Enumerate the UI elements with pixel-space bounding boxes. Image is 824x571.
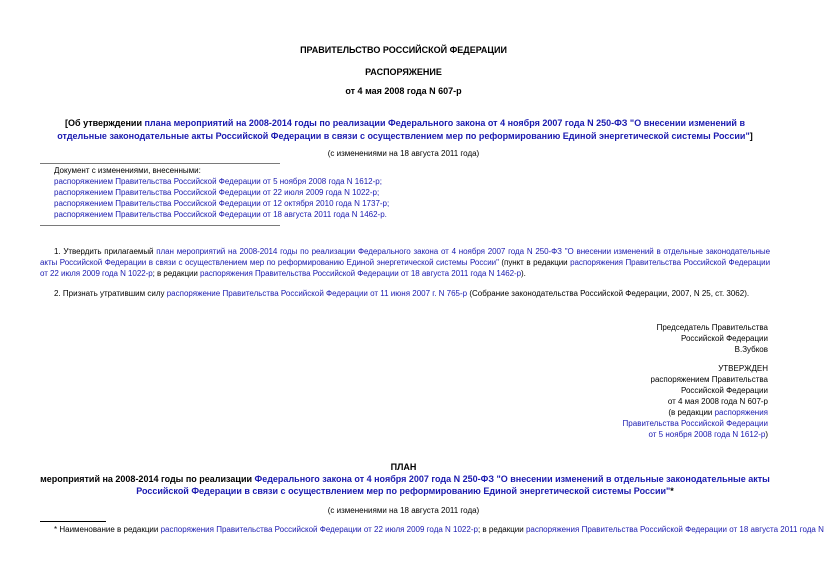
signature-block: [657, 322, 768, 355]
change-link-2[interactable]: распоряжением Правительства Российской Федерации от 22 июля 2009 года N 1022-р;: [54, 188, 380, 197]
para1-text-4: ).: [521, 269, 526, 278]
para1-edition-link-1[interactable]: распоряжения Правительства Российской Федерации от 22 июля 2009 года N 1022-р: [40, 258, 770, 278]
changes-bottom-rule: [40, 225, 280, 226]
change-link-4[interactable]: распоряжением Правительства Российской Федерации от 18 августа 2011 года N 1462-р.: [54, 210, 387, 219]
footnote-rule: [40, 521, 106, 522]
title-bracket-close: ]: [749, 131, 753, 141]
para2-text-1: 2. Признать утратившим силу: [54, 289, 167, 298]
paragraph-2: [54, 288, 770, 299]
change-link-1[interactable]: распоряжением Правительства Российской Федерации от 5 ноября 2008 года N 1612-р;: [54, 177, 382, 186]
changes-heading: Документ с изменениями, внесенными:: [54, 166, 201, 175]
footnote-link-2[interactable]: распоряжения Правительства Российской Федерации от 18 августа 2011 года N: [525, 525, 824, 534]
para1-plan-link[interactable]: план мероприятий на 2008-2014 годы по реализации Федерального закона от 4 ноября 2007 года N 250-ФЗ "О внесении изменений в отдельные законодательные акты Российской Федерации в связи с осуществлением мер по реформированию Единой энергетической системы России": [40, 247, 770, 267]
approved-line-4: [623, 407, 768, 418]
footnote-link-1[interactable]: распоряжения Правительства Российской Федерации от 22 июля 2009 года N 1022-р: [160, 525, 478, 534]
para1-text-1: 1. Утвердить прилагаемый: [54, 247, 157, 256]
document-date-number: от 4 мая 2008 года N 607-р: [345, 86, 462, 96]
approved-line-1: распоряжением Правительства: [650, 375, 768, 384]
approved-line-6: [623, 429, 768, 440]
signature-position-2: Российской Федерации: [681, 334, 768, 343]
document-type: РАСПОРЯЖЕНИЕ: [365, 67, 442, 77]
footnote: [40, 524, 824, 535]
approved-edition-text: (в редакции: [668, 408, 715, 417]
government-heading: ПРАВИТЕЛЬСТВО РОССИЙСКОЙ ФЕДЕРАЦИИ: [300, 45, 507, 55]
footnote-text-1: * Наименование в редакции: [54, 525, 161, 534]
approved-line-2: Российской Федерации: [681, 386, 768, 395]
approved-block: [623, 363, 768, 440]
amendment-note: (с изменениями на 18 августа 2011 года): [327, 149, 480, 158]
para1-text-3: ; в редакции: [152, 269, 200, 278]
plan-law-link[interactable]: Федерального закона от 4 ноября 2007 года N 250-ФЗ "О внесении изменений в отдельные законодательные акты Российской Федерации в связи с осуществлением мер по реформированию Единой энергетической системы России": [136, 474, 770, 496]
title-bracket-open: [Об утверждении: [65, 118, 145, 128]
approved-line-3: от 4 мая 2008 года N 607-р: [667, 397, 768, 406]
plan-footnote-mark: *: [670, 486, 674, 496]
plan-heading: ПЛАН: [390, 462, 417, 472]
para1-edition-link-2[interactable]: распоряжения Правительства Российской Федерации от 18 августа 2011 года N 1462-р: [200, 269, 522, 278]
signature-position: Председатель Правительства: [656, 323, 768, 332]
approved-edition-link-3[interactable]: от 5 ноября 2008 года N 1612-р: [648, 430, 766, 439]
para2-text-2: (Собрание законодательства Российской Федерации, 2007, N 25, ст. 3062).: [467, 289, 750, 298]
para2-repealed-link[interactable]: распоряжение Правительства Российской Федерации от 11 июня 2007 г. N 765-р: [166, 289, 468, 298]
change-link-3[interactable]: распоряжением Правительства Российской Федерации от 12 октября 2010 года N 1737-р;: [54, 199, 390, 208]
footnote-text-2: ; в редакции: [477, 525, 526, 534]
paragraph-1: [40, 246, 770, 279]
signature-name: В.Зубков: [734, 345, 768, 354]
plan-title-text: мероприятий на 2008-2014 годы по реализации: [40, 474, 255, 484]
approved-close-paren: ): [765, 430, 768, 439]
approved-edition-link-1[interactable]: распоряжения: [714, 408, 768, 417]
document-title: [40, 117, 770, 143]
approved-edition-link-2[interactable]: Правительства Российской Федерации: [622, 419, 768, 428]
plan-amendment-note: (с изменениями на 18 августа 2011 года): [327, 506, 480, 515]
para1-text-2: (пункт в редакции: [498, 258, 571, 267]
approved-heading: УТВЕРЖДЕН: [718, 364, 768, 373]
title-link[interactable]: плана мероприятий на 2008-2014 годы по реализации Федерального закона от 4 ноября 2007 года N 250-ФЗ "О внесении изменений в отдельные законодательные акты Российской Федерации в связи с осуществлением мер по реформированию Единой энергетической системы России": [57, 118, 750, 141]
changes-box: [54, 165, 454, 220]
plan-title: [40, 473, 770, 497]
changes-top-rule: [40, 163, 280, 164]
